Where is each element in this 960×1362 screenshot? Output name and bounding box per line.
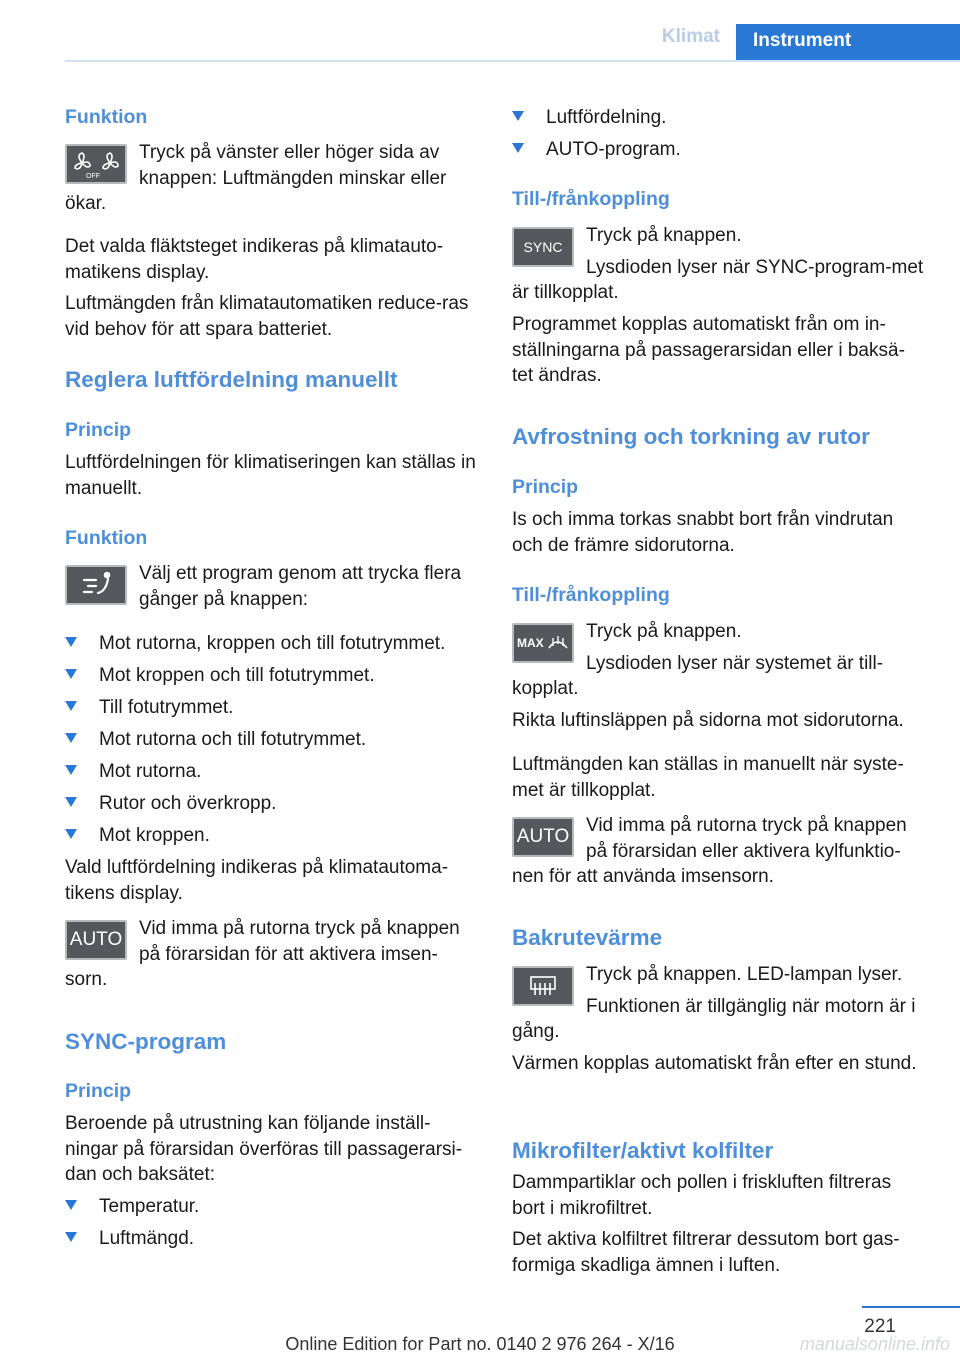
filter-heading: Mikrofilter/aktivt kolfilter (512, 1138, 774, 1163)
defrost-text: Is och imma torkas snabbt bort från vindrutan och de främre sidorutorna. (512, 509, 894, 556)
max-press-text: Tryck på knappen. (586, 621, 742, 642)
distribution-block (65, 561, 479, 612)
header-section-link[interactable]: Klimat (661, 26, 720, 47)
bullet-triangle-icon (512, 143, 524, 153)
page-number: 221 (864, 1316, 896, 1337)
bullet-triangle-icon (65, 733, 77, 743)
carbon-text: Det aktiva kolfiltret filtrerar dessutom bort gas-formiga skadliga ämnen i luften. (512, 1229, 900, 1276)
fan-block (65, 140, 479, 217)
sync-button-icon: SYNC (512, 227, 574, 267)
rear-block (512, 962, 926, 1045)
bullet-triangle-icon (65, 829, 77, 839)
airflow-text: Luftmängden kan ställas in manuellt när syste-met är tillkopplat. (512, 754, 904, 801)
auto-block (65, 916, 479, 993)
auto-button-icon: AUTO (65, 920, 127, 960)
header-active-tab[interactable]: Instrument (736, 24, 960, 62)
fan-display-text: Det valda fläktsteget indikeras på klimatauto-matikens display. (65, 236, 444, 283)
princip-heading: Princip (65, 419, 132, 441)
rear-engine-text: Funktionen är tillgänglig när motorn är i gång. (512, 995, 916, 1042)
footer-rule (862, 1306, 960, 1308)
rear-press-text: Tryck på knappen. LED-lampan lyser. (586, 964, 903, 985)
distribution-heading: Reglera luftfördelning manuellt (65, 367, 398, 392)
bullet-triangle-icon (65, 765, 77, 775)
rear-window-heater-icon (512, 966, 574, 1006)
princip-text: Luftfördelningen för klimatiseringen kan ställas in manuellt. (65, 452, 476, 499)
sync-heading: SYNC-program (65, 1029, 227, 1054)
sync-press-text: Tryck på knappen. (586, 225, 742, 246)
fan-reduce-text: Luftmängden från klimatautomatiken reduce-ras vid behov för att spara batteriet. (65, 293, 469, 340)
air-distribution-icon (65, 565, 127, 605)
bullet-triangle-icon (65, 1200, 77, 1210)
max-led-text: Lysdioden lyser när systemet är till-kopplat. (512, 652, 884, 699)
sync-auto-off-text: Programmet kopplas automatiskt från om in-ställningarna på passagerarsidan eller i baksä-tet ändras. (512, 314, 905, 386)
princip-heading-2: Princip (65, 1080, 132, 1102)
fan-text: Tryck på vänster eller höger sida av knappen: Luftmängden minskar eller ökar. (65, 142, 447, 214)
bullet-triangle-icon (65, 701, 77, 711)
auto-text-2: Vid imma på rutorna tryck på knappen på förarsidan eller aktivera kylfunktio-nen för att använda imsensorn. (512, 815, 907, 887)
select-program-text: Välj ett program genom att trycka flera gånger på knappen: (139, 563, 462, 610)
vents-text: Rikta luftinsläppen på sidorna mot sidorutorna. (512, 710, 904, 731)
switch-heading: Till-/frånkoppling (512, 188, 670, 210)
auto-button-icon: AUTO (512, 817, 574, 857)
filter-text: Dammpartiklar och pollen i friskluften filtreras bort i mikrofiltret. (512, 1172, 892, 1219)
defrost-heading: Avfrostning och torkning av rutor (512, 424, 870, 449)
bullet-triangle-icon (65, 1232, 77, 1242)
funktion-heading: Funktion (65, 106, 148, 128)
off-label: OFF (86, 173, 100, 180)
max-block (512, 619, 926, 702)
sync-text: Beroende på utrustning kan följande inställ-ningar på förarsidan överföras till passagerarsi-dan och baksätet: (65, 1113, 463, 1185)
funktion-heading-2: Funktion (65, 527, 148, 549)
watermark: manualsonline.info (799, 1334, 950, 1354)
sync-led-text: Lysdioden lyser när SYNC-program-met är tillkopplat. (512, 256, 924, 303)
max-label: MAX (517, 636, 544, 650)
edition-text: Online Edition for Part no. 0140 2 976 264 - X/16 (285, 1334, 675, 1354)
bullet-triangle-icon (65, 797, 77, 807)
sync-block (512, 223, 926, 306)
header-rule (65, 60, 960, 62)
distribution-display-text: Vald luftfördelning indikeras på klimatautoma-tikens display. (65, 857, 449, 904)
auto-text: Vid imma på rutorna tryck på knappen på förarsidan för att aktivera imsen-sorn. (65, 918, 460, 990)
bullet-triangle-icon (65, 637, 77, 647)
bullet-triangle-icon (65, 669, 77, 679)
princip-heading-3: Princip (512, 476, 579, 498)
max-defrost-button-icon (512, 623, 574, 663)
auto-block-2 (512, 813, 926, 890)
switch-heading-2: Till-/frånkoppling (512, 584, 670, 606)
rear-auto-off-text: Värmen kopplas automatiskt från efter en stund. (512, 1053, 917, 1074)
fan-button-icon (65, 144, 127, 184)
bullet-triangle-icon (512, 111, 524, 121)
rear-heading: Bakrutevärme (512, 925, 663, 950)
